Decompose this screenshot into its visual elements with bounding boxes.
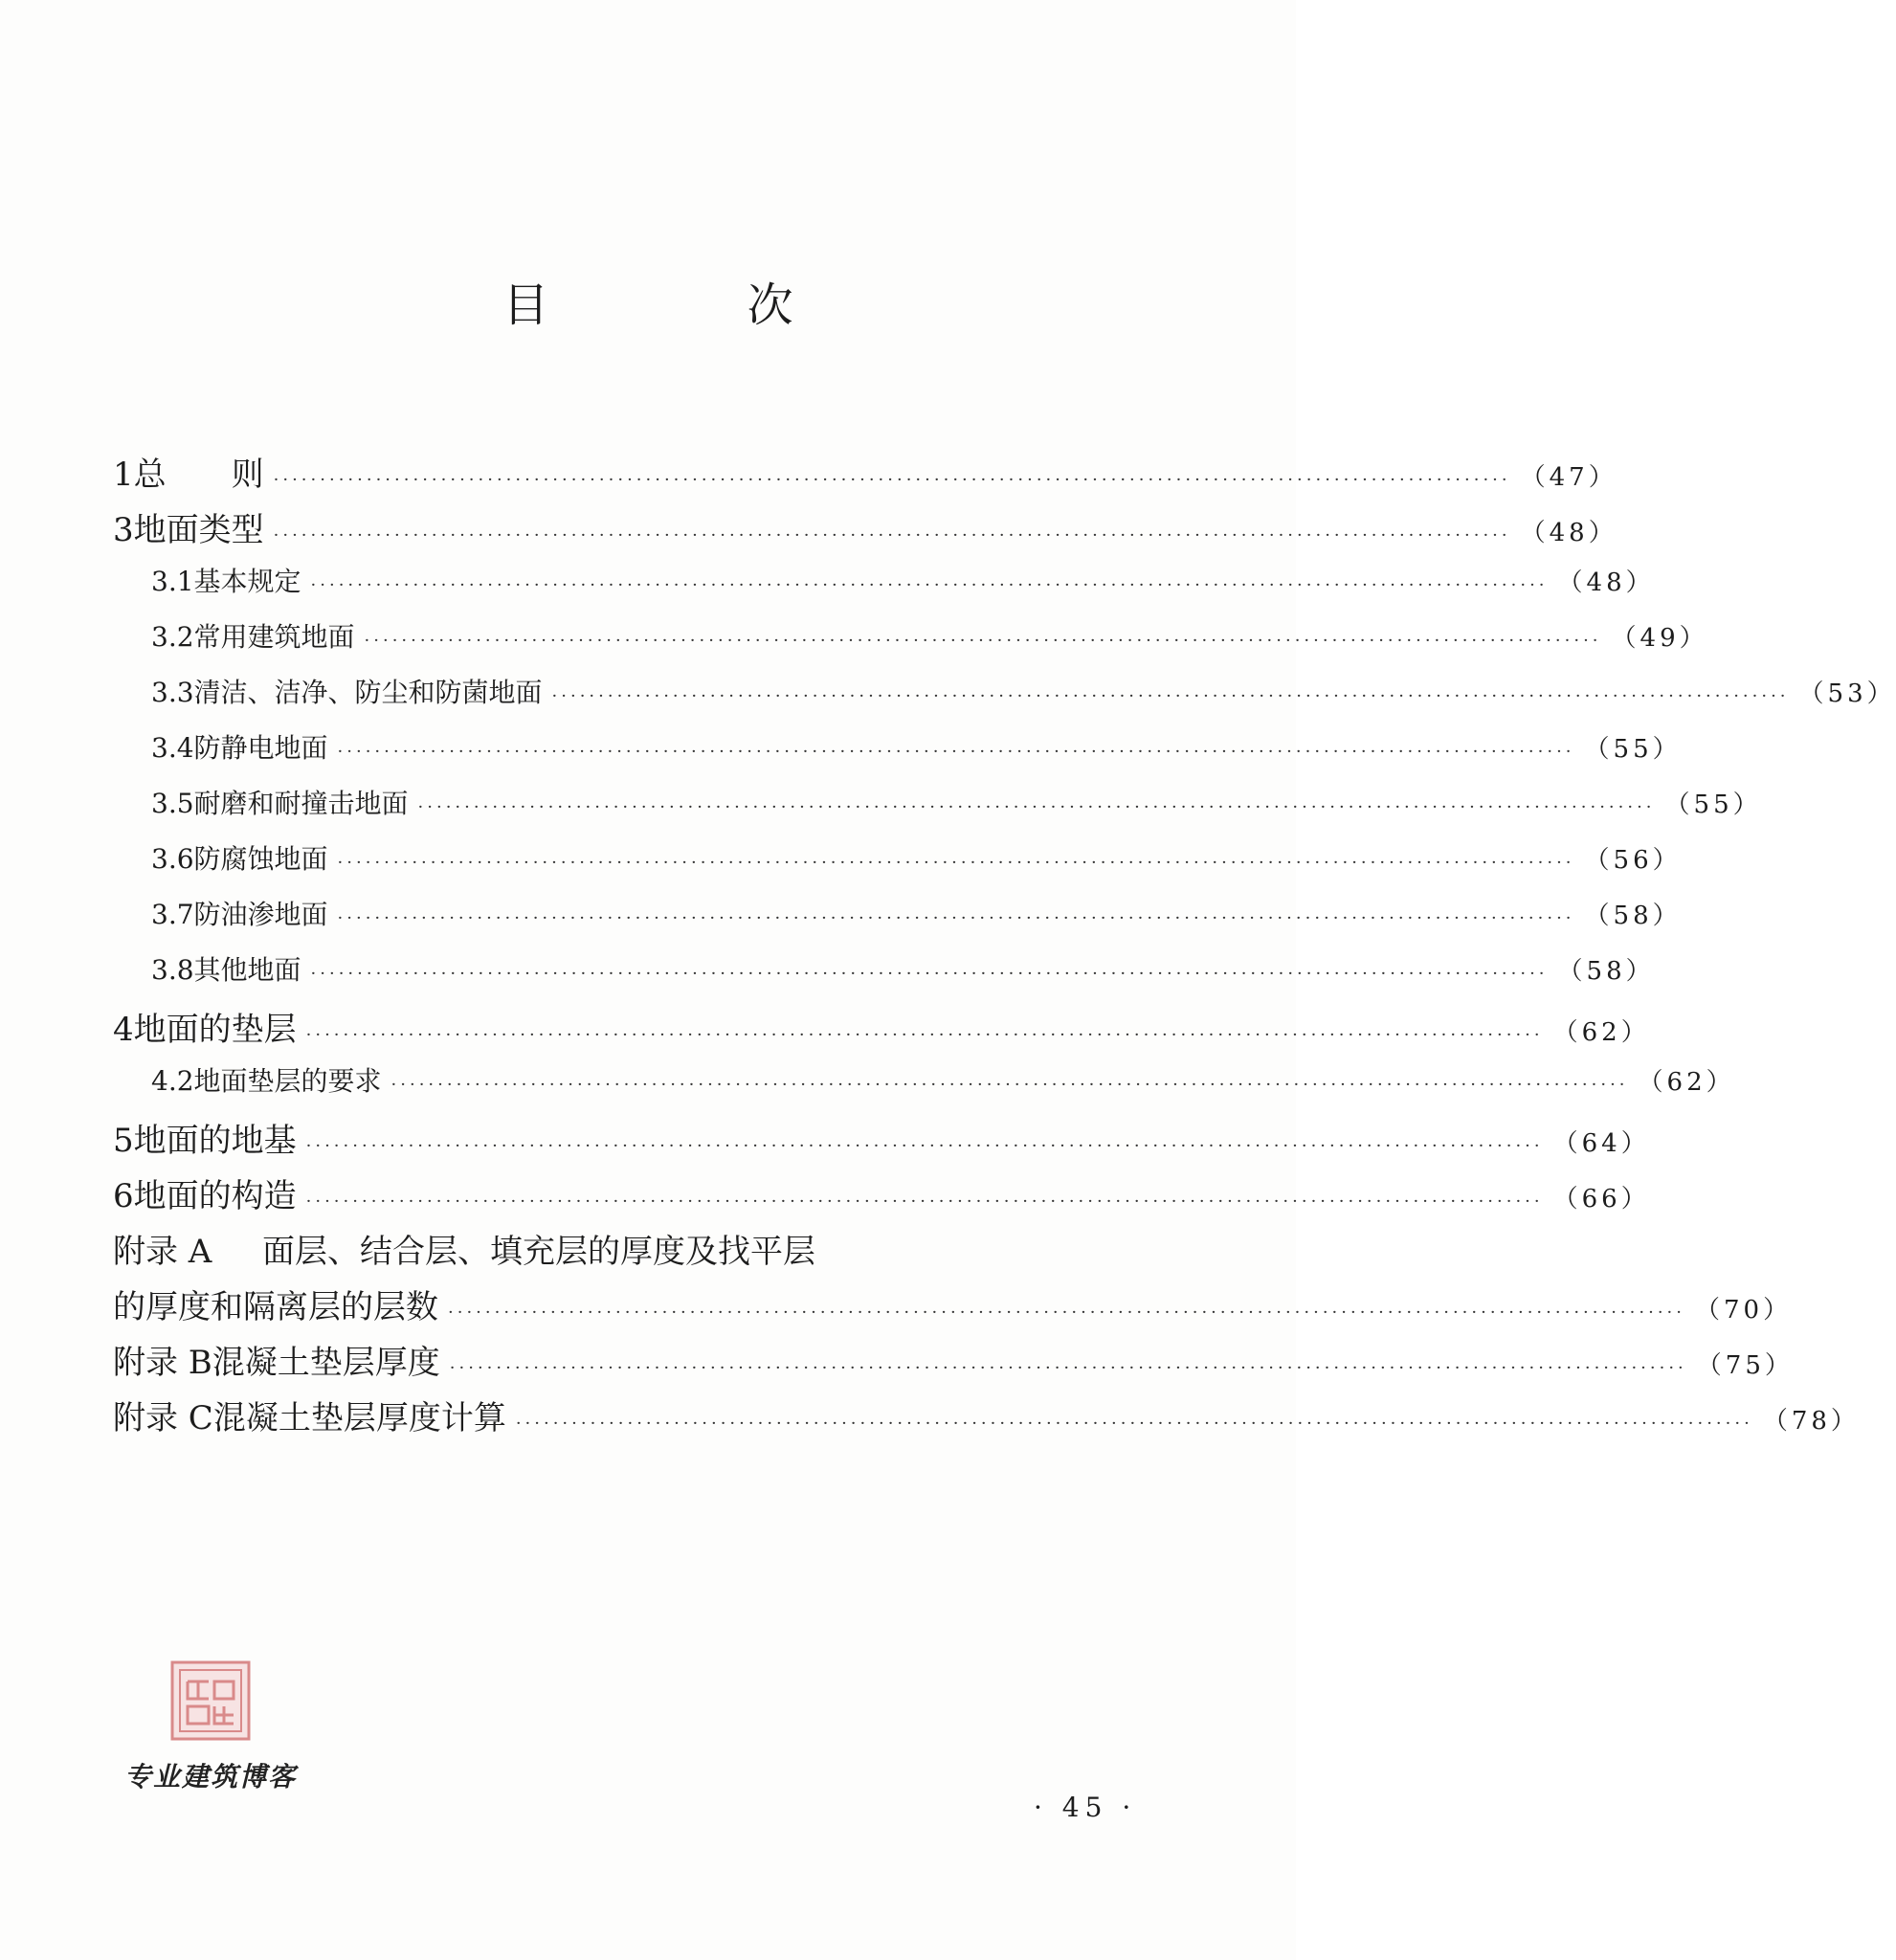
toc-entry-label: 基本规定 <box>193 566 301 597</box>
toc-entry-label: 混凝土垫层厚度计算 <box>212 1399 506 1437</box>
toc-entry-number: 附录 A <box>113 1233 212 1271</box>
toc-entry-page: （64） <box>1552 1129 1650 1158</box>
toc-leader-dots: ····································································································································· <box>551 686 1790 706</box>
toc-entry-number: 1 <box>113 456 134 494</box>
toc-entry-label: 地面的构造 <box>133 1177 297 1215</box>
toc-entry-page: （47） <box>1520 463 1617 492</box>
toc-leader-dots: ····································································································································· <box>305 1025 1544 1045</box>
toc-entry-number: 3.6 <box>151 843 194 875</box>
toc-leader-dots: ····································································································································· <box>273 470 1511 490</box>
toc-entry-number: 3 <box>113 511 134 549</box>
seal-logo-icon <box>170 1660 251 1741</box>
toc-entry-number: 3.5 <box>151 788 194 819</box>
toc-entry-page: （55） <box>1584 735 1682 764</box>
toc-entry-3-4[interactable] <box>151 727 1682 766</box>
toc-entry-3[interactable] <box>113 503 1617 550</box>
toc-entry-appendix-b[interactable] <box>113 1336 1794 1383</box>
toc-entry-4[interactable] <box>113 1003 1650 1050</box>
toc-entry-page: （78） <box>1762 1407 1860 1436</box>
toc-entry-label: 混凝土垫层厚度 <box>212 1344 440 1382</box>
toc-entry-6[interactable] <box>113 1169 1650 1216</box>
toc-entry-label: 的厚度和隔离层的层数 <box>113 1288 438 1326</box>
toc-entry-label: 防油渗地面 <box>193 899 328 930</box>
toc-entry-page: （53） <box>1798 679 1896 708</box>
toc-entry-number: 6 <box>113 1177 134 1215</box>
toc-leader-dots: ····································································································································· <box>337 853 1575 873</box>
toc-entry-number: 5 <box>113 1122 134 1160</box>
toc-entry-label: 其他地面 <box>193 954 301 986</box>
toc-leader-dots: ····································································································································· <box>310 575 1549 595</box>
toc-entry-label: 地面类型 <box>133 511 264 549</box>
toc-entry-page: （49） <box>1611 624 1708 653</box>
toc-entry-3-5[interactable] <box>151 783 1762 821</box>
toc-entry-number: 3.8 <box>151 954 194 986</box>
toc-entry-number: 附录 C <box>113 1399 213 1437</box>
toc-title: 目 次 <box>502 278 885 332</box>
toc-entry-page: （66） <box>1552 1185 1650 1214</box>
toc-entry-5[interactable] <box>113 1114 1650 1161</box>
toc-leader-dots: ····································································································································· <box>390 1075 1629 1095</box>
toc-entry-number: 3.3 <box>151 677 194 708</box>
toc-entry-label: 防腐蚀地面 <box>193 843 328 875</box>
toc-entry-3-6[interactable] <box>151 838 1682 877</box>
toc-entry-page: （55） <box>1664 791 1762 819</box>
toc-entry-label: 常用建筑地面 <box>193 621 355 653</box>
toc-entry-label: 防静电地面 <box>193 732 328 764</box>
toc-entry-number: 附录 B <box>113 1344 212 1382</box>
toc-entry-label: 面层、结合层、填充层的厚度及找平层 <box>262 1233 815 1271</box>
toc-entry-label: 总 则 <box>133 456 264 494</box>
toc-leader-dots: ····································································································································· <box>337 908 1575 928</box>
toc-entry-4-2[interactable] <box>151 1060 1735 1099</box>
toc-entry-label: 地面垫层的要求 <box>193 1065 382 1097</box>
toc-entry-page: （58） <box>1557 957 1655 986</box>
toc-entry-appendix-a-continued[interactable] <box>113 1281 1793 1327</box>
toc-entry-page: （62） <box>1638 1068 1735 1097</box>
toc-entry-1[interactable] <box>113 448 1617 495</box>
toc-entry-page: （48） <box>1557 568 1655 597</box>
toc-entry-page: （70） <box>1694 1296 1793 1325</box>
toc-entry-3-1[interactable] <box>151 561 1655 599</box>
toc-leader-dots: ····································································································································· <box>417 797 1656 817</box>
toc-leader-dots: ····································································································································· <box>273 525 1511 546</box>
watermark-text: 专业建筑博客 <box>124 1761 298 1793</box>
toc-leader-dots: ····································································································································· <box>310 964 1549 984</box>
toc-entry-number: 4.2 <box>151 1065 194 1097</box>
toc-leader-dots: ····································································································································· <box>305 1192 1544 1212</box>
page-number: · 45 · <box>1034 1792 1137 1823</box>
toc-entry-page: （62） <box>1552 1018 1650 1047</box>
toc-entry-3-8[interactable] <box>151 949 1655 988</box>
toc-entry-number: 3.1 <box>151 566 194 597</box>
toc-leader-dots: ····································································································································· <box>449 1358 1687 1378</box>
toc-entry-3-2[interactable] <box>151 616 1708 655</box>
toc-entry-page: （56） <box>1584 846 1682 875</box>
toc-leader-dots: ····································································································································· <box>337 742 1575 762</box>
toc-entry-appendix-c[interactable] <box>113 1392 1860 1438</box>
toc-entry-label: 耐磨和耐撞击地面 <box>193 788 409 819</box>
toc-entry-number: 3.7 <box>151 899 194 930</box>
toc-leader-dots: ····································································································································· <box>448 1303 1685 1323</box>
toc-entry-label: 清洁、洁净、防尘和防菌地面 <box>193 677 543 708</box>
toc-leader-dots: ····································································································································· <box>364 631 1602 651</box>
toc-entry-page: （48） <box>1520 519 1617 547</box>
toc-entry-number: 4 <box>113 1011 134 1049</box>
toc-entry-number: 3.4 <box>151 732 194 764</box>
toc-entry-number: 3.2 <box>151 621 194 653</box>
toc-entry-3-3[interactable] <box>151 672 1896 710</box>
toc-leader-dots: ····································································································································· <box>515 1414 1753 1434</box>
toc-leader-dots: ····································································································································· <box>305 1136 1544 1156</box>
toc-entry-page: （75） <box>1696 1351 1794 1380</box>
toc-entry-page: （58） <box>1584 902 1682 930</box>
toc-entry-3-7[interactable] <box>151 894 1682 932</box>
toc-entry-label: 地面的垫层 <box>133 1011 297 1049</box>
toc-entry-appendix-a[interactable] <box>113 1225 1147 1272</box>
toc-entry-label: 地面的地基 <box>133 1122 297 1160</box>
